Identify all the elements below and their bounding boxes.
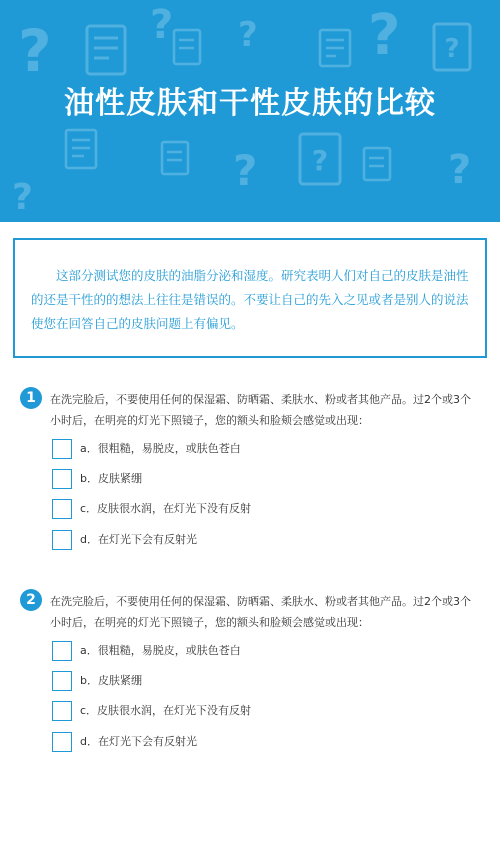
document-icon <box>85 24 127 76</box>
option-checkbox[interactable] <box>52 671 72 691</box>
option-checkbox[interactable] <box>52 499 72 519</box>
option-checkbox[interactable] <box>52 641 72 661</box>
option-label: a．很粗糙，易脱皮，或肤色苍白 <box>80 442 241 455</box>
option-label: b．皮肤紧绷 <box>80 472 142 485</box>
question-mark-icon: ? <box>233 146 258 195</box>
intro-box <box>13 238 487 358</box>
option-label: a．很粗糙，易脱皮，或肤色苍白 <box>80 644 241 657</box>
question-mark-icon: ? <box>150 2 174 48</box>
page-title: 油性皮肤和干性皮肤的比较 <box>64 86 436 121</box>
question-mark-icon: ? <box>368 3 401 68</box>
svg-text:?: ? <box>311 144 329 177</box>
document-icon <box>64 128 98 170</box>
option-checkbox[interactable] <box>52 530 72 550</box>
option-checkbox[interactable] <box>52 732 72 752</box>
question-number-badge: 1 <box>20 387 42 409</box>
option-checkbox[interactable] <box>52 469 72 489</box>
option-checkbox[interactable] <box>52 701 72 721</box>
option-label: d．在灯光下会有反射光 <box>80 735 197 748</box>
option-label: c．皮肤很水润，在灯光下没有反射 <box>80 502 252 515</box>
question-number-badge: 2 <box>20 589 42 611</box>
document-edit-icon <box>160 140 190 176</box>
question-mark-icon: ? <box>448 147 472 193</box>
document-edit-icon <box>172 28 202 66</box>
question-text: 在洗完脸后，不要使用任何的保湿霜、防晒霜、柔肤水、粉或者其他产品。过2个或3个小时后，在明亮的灯光下照镜子，您的额头和脸颊会感觉或出现： <box>50 595 471 629</box>
document-question-icon <box>298 132 342 186</box>
intro-text: 这部分测试您的皮肤的油脂分泌和湿度。研究表明人们对自己的皮肤是油性的还是干性的的想法上往往是错误的。不要让自己的先入之见或者是别人的说法使您在回答自己的皮肤问题上有偏见。 <box>31 268 469 331</box>
option-checkbox[interactable] <box>52 439 72 459</box>
question-mark-icon: ? <box>238 15 258 55</box>
question-mark-icon: ? <box>12 177 33 218</box>
question-text: 在洗完脸后，不要使用任何的保湿霜、防晒霜、柔肤水、粉或者其他产品。过2个或3个小时后，在明亮的灯光下照镜子，您的额头和脸颊会感觉或出现： <box>50 393 471 427</box>
header-banner <box>0 0 500 222</box>
option-label: c．皮肤很水润，在灯光下没有反射 <box>80 704 252 717</box>
document-edit-icon <box>318 28 352 68</box>
option-label: d．在灯光下会有反射光 <box>80 533 197 546</box>
question-mark-icon: ? <box>18 17 52 85</box>
document-question-icon <box>432 22 472 72</box>
option-label: b．皮肤紧绷 <box>80 674 142 687</box>
svg-text:?: ? <box>444 34 460 64</box>
document-edit-icon <box>362 146 392 182</box>
